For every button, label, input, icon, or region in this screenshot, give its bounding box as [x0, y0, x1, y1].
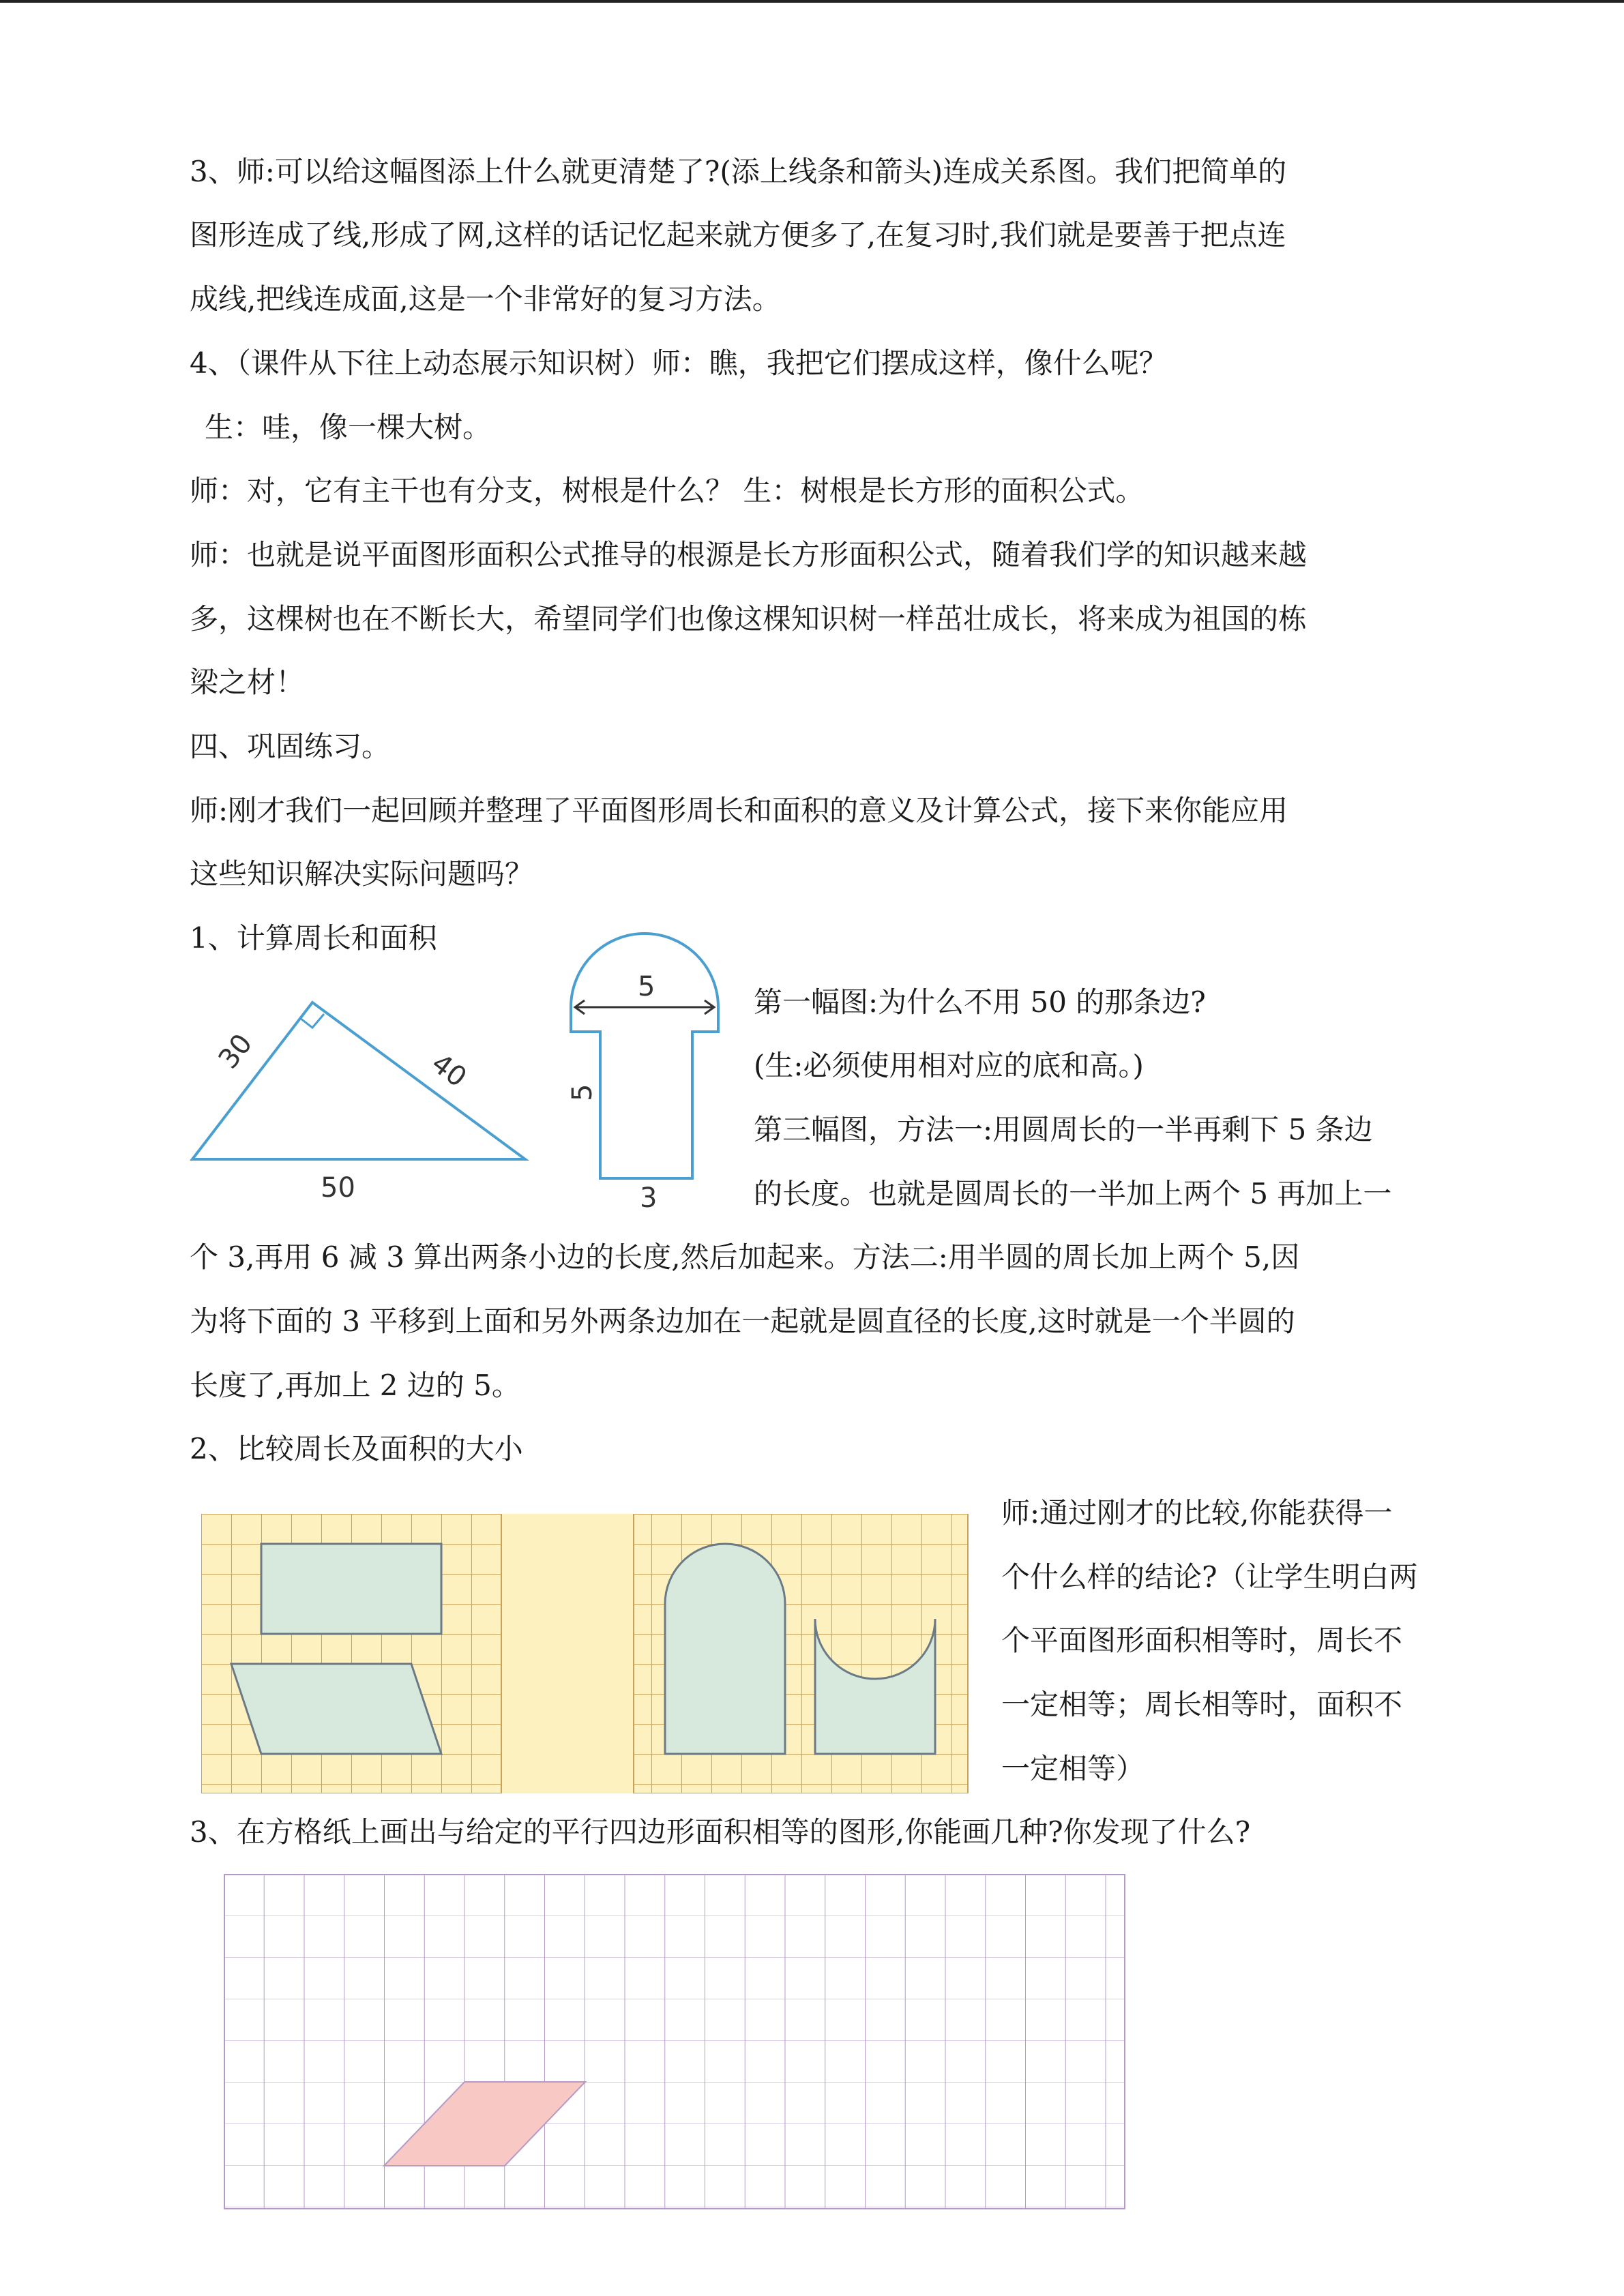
green-arch-shape — [665, 1544, 785, 1754]
cap-label: 5 — [638, 971, 655, 1002]
exercise-1-cont-line-1: 个 3,再用 6 减 3 算出两条小边的长度,然后加起来。方法二:用半圆的周长加上两个 5,因 — [190, 1240, 1300, 1274]
exercise-1-cont-line-3: 长度了,再加上 2 边的 5。 — [190, 1369, 520, 1402]
exercise-2-side-line-3: 个平面图形面积相等时，周长不 — [1001, 1624, 1403, 1657]
exercise-2-side-line-4: 一定相等；周长相等时，面积不 — [1001, 1688, 1403, 1721]
triangle-shape — [192, 1002, 525, 1159]
paragraph-4-line-5: 多，这棵树也在不断长大，希望同学们也像这棵知识树一样茁壮成长，将来成为祖国的栋 — [190, 602, 1308, 636]
height-label: 5 — [567, 1084, 598, 1101]
exercise-2-side-line-1: 师:通过刚才的比较,你能获得一 — [1001, 1496, 1393, 1530]
exercise-1-side-line-1: 第一幅图:为什么不用 50 的那条边? — [754, 985, 1206, 1019]
paragraph-4-line-6: 梁之材！ — [190, 666, 305, 699]
intro-line-2: 这些知识解决实际问题吗？ — [190, 857, 534, 891]
right-grid-panel — [634, 1514, 968, 1793]
triangle-figure — [184, 979, 539, 1210]
paragraph-4-line-3: 师：对，它有主干也有分支，树根是什么？ 生：树根是长方形的面积公式。 — [190, 474, 1145, 507]
exercise-1-cont-line-2: 为将下面的 3 平移到上面和另外两条边加在一起就是圆直径的长度,这时就是一个半圆的 — [190, 1304, 1295, 1338]
top-border — [0, 0, 1624, 3]
paragraph-4-line-4: 师：也就是说平面图形面积公式推导的根源是长方形面积公式，随着我们学的知识越来越 — [190, 538, 1308, 571]
left-grid-panel — [201, 1514, 501, 1793]
mushroom-outline — [571, 934, 718, 1178]
right-angle-marker — [300, 1014, 324, 1028]
exercise-1-side-line-3: 第三幅图，方法一:用圆周长的一半再剩下 5 条边 — [754, 1113, 1373, 1146]
exercise-1-title: 1、计算周长和面积 — [190, 921, 437, 955]
exercise-2-side-line-5: 一定相等） — [1001, 1752, 1145, 1785]
exercise-2-side-line-2: 个什么样的结论?（让学生明白两 — [1001, 1560, 1418, 1594]
section-heading: 四、巩固练习。 — [190, 730, 391, 763]
drawing-grid-figure — [224, 1874, 1125, 2210]
paragraph-4-line-2: 生：哇，像一棵大树。 — [205, 411, 492, 444]
paragraph-3-line-3: 成线,把线连成面,这是一个非常好的复习方法。 — [190, 282, 781, 316]
triangle-right-label: 40 — [425, 1047, 473, 1094]
paragraph-3-line-1: 3、师:可以给这幅图添上什么就更清楚了?(添上线条和箭头)连成关系图。我们把简单的 — [190, 155, 1287, 188]
intro-line-1: 师:刚才我们一起回顾并整理了平面图形周长和面积的意义及计算公式，接下来你能应用 — [190, 794, 1288, 827]
green-parallelogram — [231, 1664, 441, 1754]
exercise-1-side-line-4: 的长度。也就是圆周长的一半加上两个 5 再加上一 — [754, 1177, 1392, 1210]
paragraph-4-line-1: 4、（课件从下往上动态展示知识树）师：瞧，我把它们摆成这样，像什么呢？ — [190, 346, 1168, 380]
triangle-left-label: 30 — [212, 1028, 259, 1075]
paragraph-3-line-2: 图形连成了线,形成了网,这样的话记忆起来就方便多了,在复习时,我们就是要善于把点连 — [190, 218, 1286, 252]
exercise-1-side-line-2: (生:必须使用相对应的底和高。) — [754, 1049, 1144, 1082]
bottom-label: 3 — [640, 1182, 658, 1214]
exercise-2-title: 2、比较周长及面积的大小 — [190, 1432, 523, 1465]
triangle-base-label: 50 — [321, 1172, 355, 1204]
exercise-3-title: 3、在方格纸上画出与给定的平行四边形面积相等的图形,你能画几种?你发现了什么? — [190, 1815, 1251, 1849]
grid-paper — [224, 1875, 1125, 2209]
green-rectangle — [261, 1544, 441, 1634]
compare-grid-figure — [201, 1514, 969, 1793]
mushroom-figure — [563, 904, 733, 1217]
